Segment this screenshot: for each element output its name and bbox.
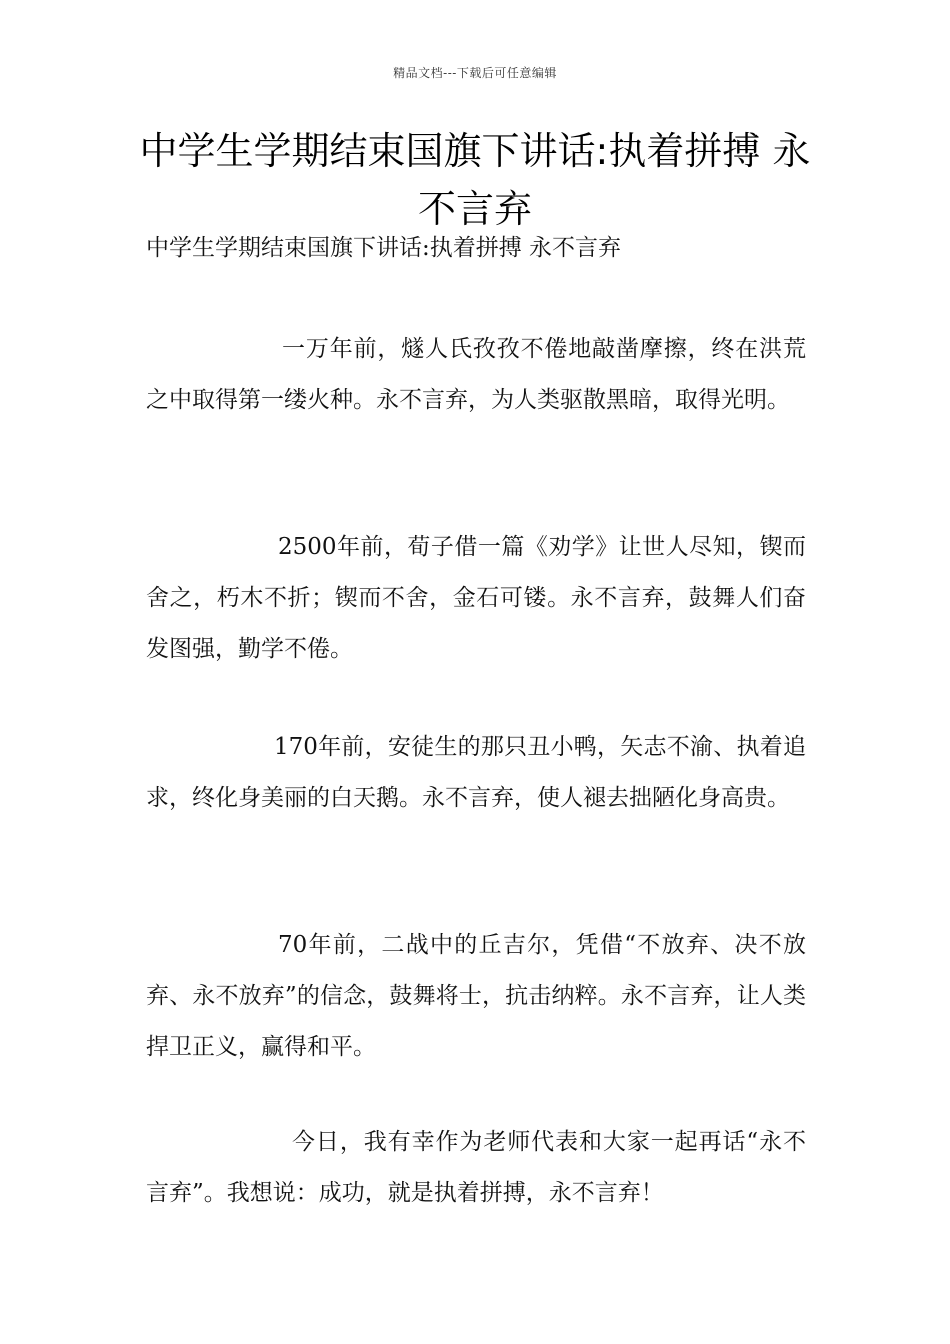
page-header: 精品文档---下载后可任意编辑 [393,66,557,80]
paragraph: 2500年前，荀子借一篇《劝学》让世人尽知，锲而舍之，朽木不折；锲而不舍，金石可镂。永不言弃，鼓舞人们奋发图强，勤学不倦。 [146,534,806,662]
paragraph: 170年前，安徒生的那只丑小鸭，矢志不渝、执着追求，终化身美丽的白天鹅。永不言弃，使人褪去拙陋化身高贵。 [146,734,806,811]
document-title: 中学生学期结束国旗下讲话:执着拼搏 永不言弃 [139,129,811,231]
paragraph: 今日，我有幸作为老师代表和大家一起再话“永不言弃”。我想说：成功，就是执着拼搏，永不言弃！ [146,1129,806,1206]
paragraph: 一万年前，燧人氏孜孜不倦地敲凿摩擦，终在洪荒之中取得第一缕火种。永不言弃，为人类驱散黑暗，取得光明。 [146,336,806,413]
paragraph: 70年前，二战中的丘吉尔，凭借“不放弃、决不放弃、永不放弃”的信念，鼓舞将士，抗击纳粹。永不言弃，让人类捍卫正义，赢得和平。 [146,932,806,1060]
document-subtitle: 中学生学期结束国旗下讲话:执着拼搏 永不言弃 [146,235,622,261]
